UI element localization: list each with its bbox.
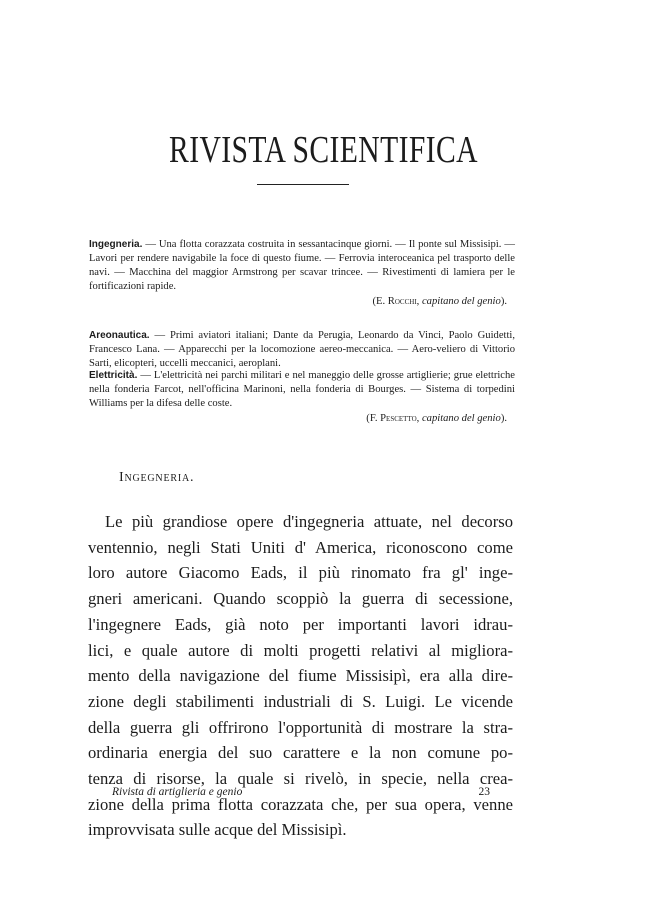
summary-label: Elettricità. bbox=[89, 370, 138, 381]
summary-areonautica bbox=[89, 329, 515, 371]
summary-credit bbox=[89, 412, 515, 426]
body-line: Le più grandiose opere d'ingegneria attuate, nel decorso bbox=[105, 512, 513, 531]
summary-label: Areonautica. bbox=[89, 330, 150, 341]
body-line: mento della navigazione del fiume Missisipì, era alla dire- bbox=[88, 666, 513, 686]
summary-paragraph bbox=[89, 329, 515, 371]
body-line: zione della prima flotta corazzata che, per sua opera, venne bbox=[88, 794, 513, 814]
credit-role: capitano del genio bbox=[421, 296, 501, 308]
footer-journal-title: Rivista di artiglieria e genio bbox=[112, 786, 243, 798]
body-line: ordinaria energia del suo carattere e la non comune po- bbox=[88, 743, 513, 763]
body-line: ventennio, negli Stati Uniti d' America, riconoscono come bbox=[88, 537, 513, 557]
credit-role: capitano del genio bbox=[421, 413, 501, 425]
summary-paragraph bbox=[89, 238, 515, 294]
body-line: lici, e quale autore di molti progetti relativi al migliora- bbox=[88, 640, 513, 660]
body-line: l'ingegnere Eads, già noto per importanti lavori idrau- bbox=[88, 614, 513, 634]
summary-ingegneria bbox=[89, 238, 515, 309]
body-line: tenza di risorse, la quale si rivelò, in specie, nella crea- bbox=[88, 769, 513, 789]
body-line: gneri americani. Quando scoppiò la guerra di secessione, bbox=[88, 589, 513, 609]
credit-open: ( bbox=[372, 296, 377, 308]
title-rule bbox=[257, 184, 349, 185]
summary-text: — L'elettricità nei parchi militari e nel maneggio delle grosse artiglierie; grue elettriche nella fonderia Farcot, nell'officina Marinoni, nella fonderia di Bourges. — Sistema di torpedini Williams per la difesa delle coste. bbox=[89, 370, 515, 410]
body-line: improvvisata sulle acque del Missisipì. bbox=[88, 820, 347, 840]
body-line: della guerra gli offrirono l'opportunità di mostrare la stra- bbox=[88, 717, 513, 737]
credit-sep: , bbox=[416, 413, 422, 425]
credit-open: ( bbox=[366, 413, 370, 425]
credit-sep: , bbox=[416, 296, 422, 308]
body-line: zione degli stabilimenti industriali di S. Luigi. Le vicende bbox=[88, 691, 513, 711]
credit-close: ). bbox=[500, 296, 507, 308]
summary-text: — Primi aviatori italiani; Dante da Perugia, Leonardo da Vinci, Paolo Guidetti, Francesco Lana. — Apparecchi per la locomozione aereo-meccanica. — Aero-veliero di Vittorio Sarti, elicopteri, uccelli meccanici, aeroplani. bbox=[89, 330, 515, 370]
credit-name: F. Pescetto bbox=[369, 413, 417, 425]
credit-close: ). bbox=[500, 413, 507, 425]
page-title: RIVISTA SCIENTIFICA bbox=[169, 129, 478, 171]
summary-elettricita bbox=[89, 369, 515, 426]
summary-label: Ingegneria. bbox=[89, 239, 143, 250]
page-footer bbox=[112, 786, 490, 798]
credit-name: E. Rocchi bbox=[376, 296, 417, 308]
section-heading: Ingegneria. bbox=[119, 470, 195, 485]
summary-text: — Una flotta corazzata costruita in sessantacinque giorni. — Il ponte sul Missisipì. — Lavori per rendere navigabile la foce di questo fiume. — Ferrovia interoceanica pel trasporto delle navi. — Macchina del maggior Armstrong per scavar trincee. — Rivestimenti di lamiera per le fortificazioni rapide. bbox=[89, 239, 515, 293]
summary-paragraph bbox=[89, 369, 515, 411]
page-number: 23 bbox=[478, 786, 490, 798]
body-line: loro autore Giacomo Eads, il più rinomato fra gl' inge- bbox=[88, 563, 513, 583]
summary-credit bbox=[89, 295, 515, 309]
